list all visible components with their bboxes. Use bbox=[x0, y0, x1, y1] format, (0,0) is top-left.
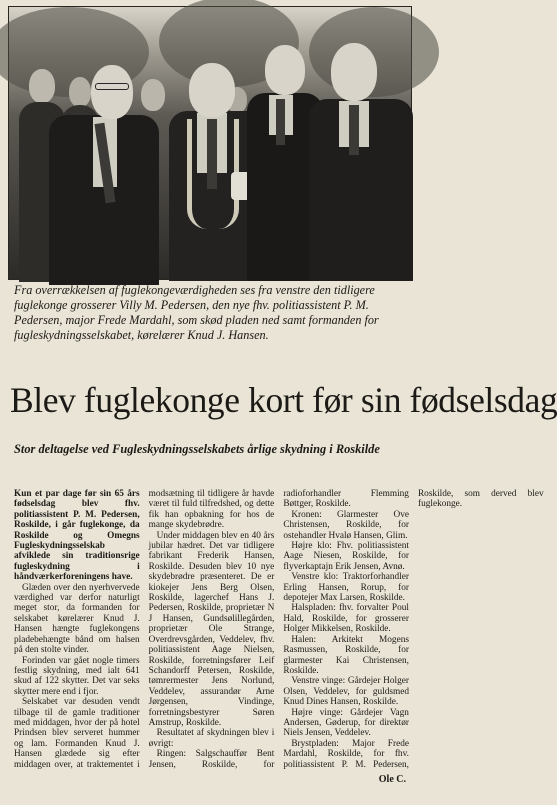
article-paragraph: Selskabet var desuden vendt tilbage til de gamle traditioner med middagen, hvor der på hotel Prindsen blev serveret hummer og lam. Formanden Knud J. Hansen glædede sig efter middagen over, at traktementet i modsætning til tidligere år havde været til fuld tilfredshed, og dette fik han opbakning for hos de mange skydebrødre. bbox=[14, 489, 275, 770]
article-paragraph: Glæden over den nyerhvervede værdighed var derfor naturligt meget stor, da formanden for selskabet kørelærer Knud J. Hansen hængte fuglekongens pladebehængte bånd om halsen på den stolte vinder. bbox=[14, 582, 140, 656]
article-paragraph: Under middagen blev en 40 års jubilar hædret. Det var tidligere fabrikant Frederik Hansen, Roskilde. Desuden blev 10 nye skydebrødre præsenteret. De er kiokejer Jens Berg Olsen, Roskilde, lagerchef Hans J. Pedersen, Roskilde, proprietær N J Hansen, Gundsølillegården, proprietær Ole Strange, Overdrevsgården, Veddelev, fhv. politiassistent Aage Nielsen, Roskilde, forretningsfører Leif Schandorff Petersen, Roskilde, tømrermester Jens Norlund, Veddelev, assurandør Arne Jørgensen, Vindinge, forretningsbestyrer Søren Amstrup, Roskilde. bbox=[148, 530, 275, 728]
headline: Blev fuglekonge kort før sin fødselsdag bbox=[10, 379, 557, 420]
article-paragraph: Forinden var gået nogle timers festlig skydning, med ialt 641 skud af 122 skytter. Det var seks skytter mere end i fjor. bbox=[14, 655, 140, 697]
article-paragraph: Resultatet af skydningen blev i øvrigt: bbox=[148, 728, 275, 749]
article-paragraph: Højre vinge: Gårdejer Vagn Andersen, Gøderup, for direktør Niels Jensen, Veddelev. bbox=[283, 707, 409, 739]
article-paragraph: Ringen: Salgschauffør Bent Jensen, Roskilde, for radioforhandler Flemming Bøttger, Roskilde. bbox=[148, 489, 409, 770]
article-lead: Kun et par dage før sin 65 års fødselsdag blev fhv. politiassistent P. M. Pedersen, Roskilde, i går fuglekonge, da Roskilde og Omegns Fugleskydningsselskab afviklede sin traditionsrige fugleskydning i håndværkerforeningens have. bbox=[14, 489, 140, 583]
byline: Ole C. bbox=[378, 774, 406, 785]
article-paragraph: Halen: Arkitekt Mogens Rasmussen, Roskilde, for glarmester Kai Christensen, Roskilde. bbox=[283, 634, 409, 676]
article-paragraph: Højre klo: Fhv. politiassistent Aage Niesen, Roskilde, for flyverkaptajn Erik Jensen, Avnø. bbox=[283, 541, 409, 572]
article-paragraph: Kronen: Glarmester Ove Christensen, Roskilde, for ostehandler Hvalø Hansen, Glim. bbox=[283, 509, 409, 541]
subheadline: Stor deltagelse ved Fugleskydningsselskabets årlige skydning i Roskilde bbox=[14, 442, 380, 456]
article-paragraph: Brystpladen: Major Frede Mardahl, Roskilde, for fhv. politiassistent P. M. Pedersen, Roskilde, som derved blev fuglekonge. bbox=[283, 489, 544, 770]
photo-caption: Fra overrækkelsen af fuglekongeværdigheden ses fra venstre den tidligere fuglekonge grosserer Villy M. Pedersen, den nye fhv. politiassistent P. M. Pedersen, major Frede Mardahl, som skød pladen ned samt formanden for fugleskydningsselskabet, kørelærer Knud J. Hansen. bbox=[14, 283, 379, 342]
article-body bbox=[14, 489, 544, 774]
news-photo bbox=[8, 6, 412, 280]
article-paragraph: Venstre vinge: Gårdejer Holger Olsen, Veddelev, for guldsmed Knud Dines Hansen, Roskilde. bbox=[283, 676, 409, 708]
article-paragraph: Venstre klo: Traktorforhandler Erling Hansen, Rorup, for depotejer Max Larsen, Roskilde. bbox=[283, 572, 409, 604]
article-paragraph: Halspladen: fhv. forvalter Poul Hald, Roskilde, for grosserer Holger Mikkelsen, Roskilde. bbox=[283, 603, 409, 635]
